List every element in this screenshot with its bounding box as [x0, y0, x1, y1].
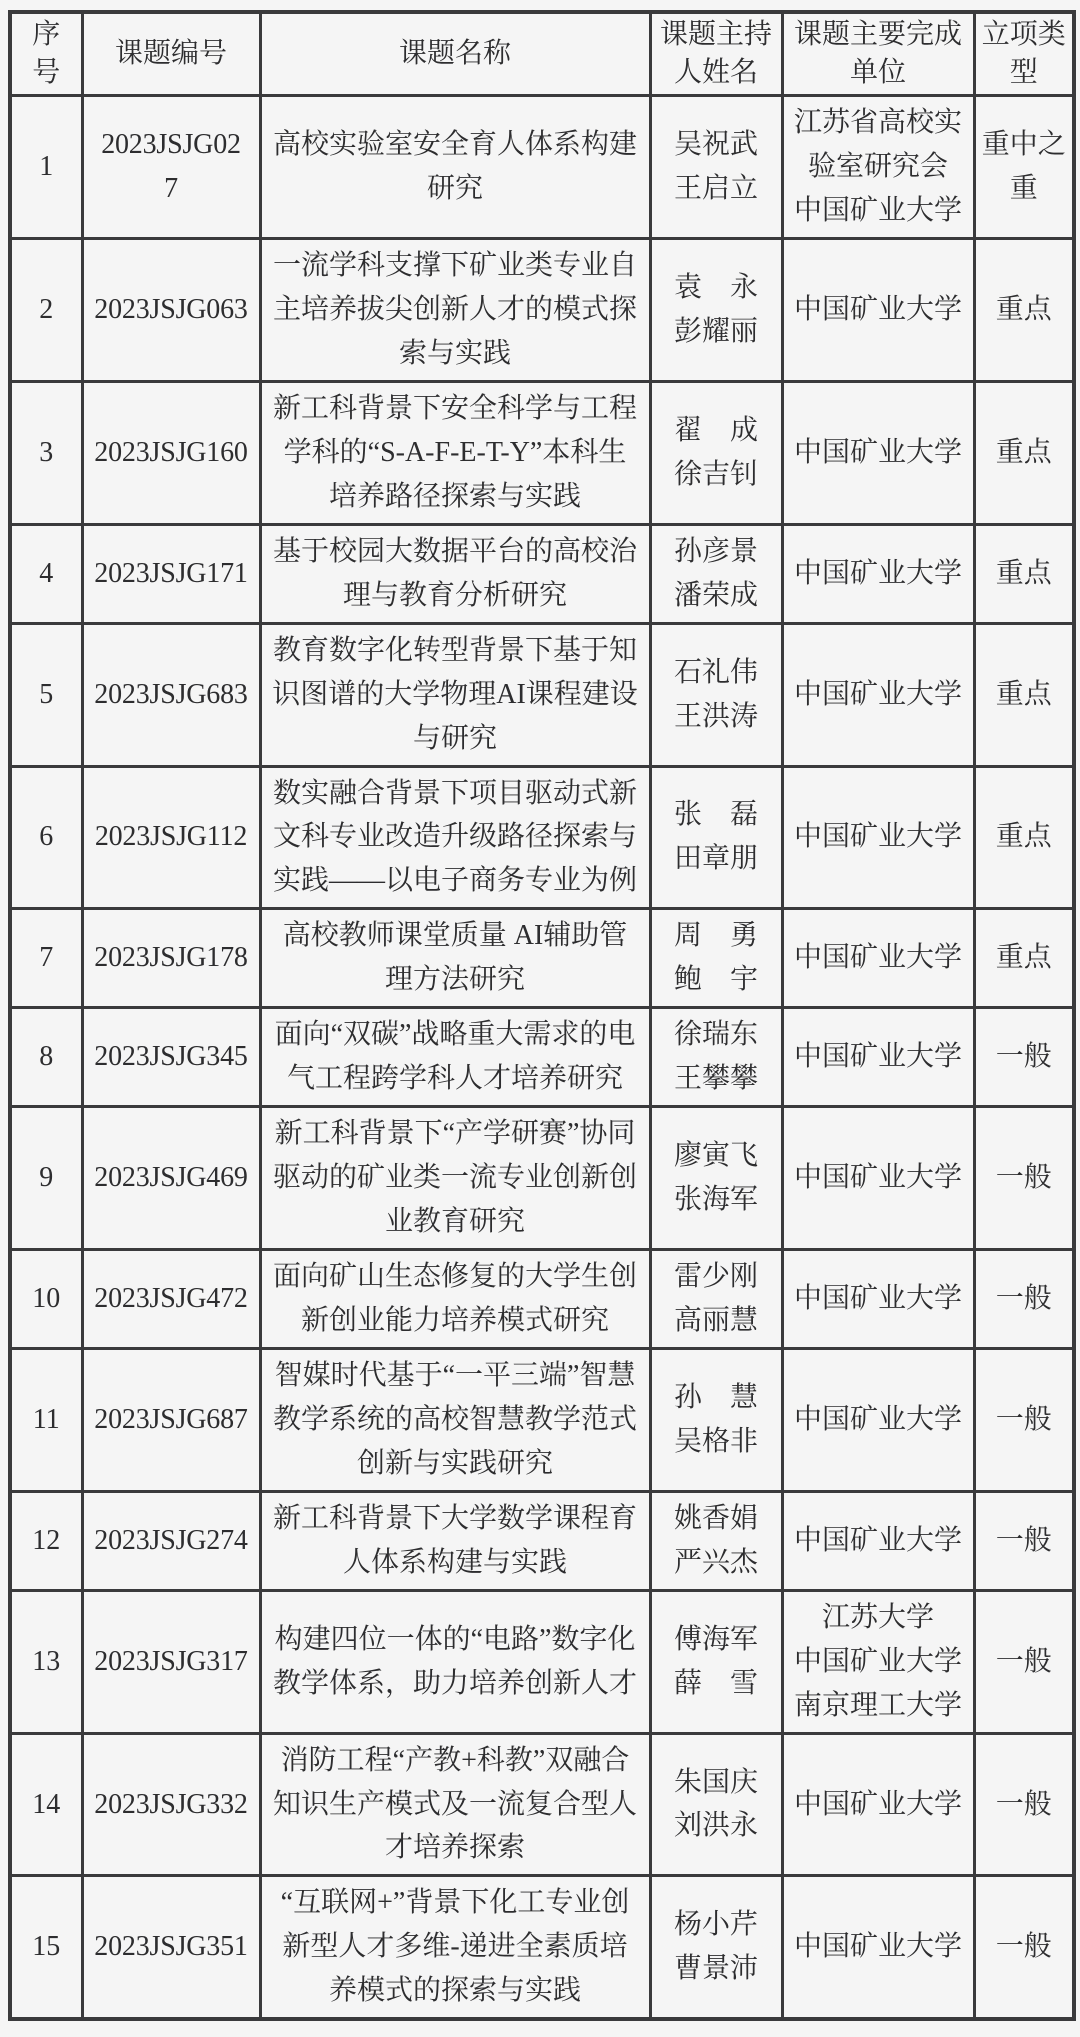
header-index: 序号	[10, 12, 82, 96]
cell-project-code: 2023JSJG345	[82, 1008, 260, 1107]
cell-completing-units	[782, 1107, 974, 1250]
unit-name: 中国矿业大学	[793, 678, 962, 710]
table-row	[10, 1876, 1074, 2019]
leader-name: 廖寅飞	[673, 1140, 758, 1172]
leader-name: 张 磊	[673, 799, 758, 831]
cell-leader-names	[650, 909, 782, 1008]
cell-completing-units	[782, 1733, 974, 1876]
cell-project-title: 高校教师课堂质量 AI辅助管理方法研究	[260, 909, 650, 1008]
leader-name: 严兴杰	[673, 1546, 758, 1578]
cell-project-type: 一般	[974, 1876, 1074, 2019]
cell-index: 7	[10, 909, 82, 1008]
cell-project-code: 2023JSJG687	[82, 1348, 260, 1491]
cell-project-type: 一般	[974, 1348, 1074, 1491]
leader-name: 孙 慧	[673, 1381, 758, 1413]
unit-name: 江苏大学	[821, 1601, 934, 1633]
cell-leader-names	[650, 1008, 782, 1107]
leader-name: 袁 永	[673, 271, 758, 303]
cell-project-code: 2023JSJG317	[82, 1590, 260, 1733]
cell-leader-names	[650, 1348, 782, 1491]
leader-name: 王攀攀	[673, 1063, 758, 1095]
cell-project-type: 重点	[974, 239, 1074, 382]
unit-name: 中国矿业大学	[793, 821, 962, 853]
cell-completing-units	[782, 524, 974, 623]
unit-name: 中国矿业大学	[793, 1162, 962, 1194]
cell-index: 8	[10, 1008, 82, 1107]
unit-name: 江苏省高校实验室研究会	[793, 107, 962, 183]
leader-name: 杨小芹	[673, 1909, 758, 1941]
leader-name: 傅海军	[673, 1623, 758, 1655]
unit-name: 中国矿业大学	[793, 557, 962, 589]
table-row	[10, 1107, 1074, 1250]
cell-project-type: 一般	[974, 1733, 1074, 1876]
leader-name: 姚香娟	[673, 1502, 758, 1534]
cell-index: 11	[10, 1348, 82, 1491]
table-row	[10, 623, 1074, 766]
leader-name: 田章朋	[673, 843, 758, 875]
leader-name: 徐瑞东	[673, 1019, 758, 1051]
cell-leader-names	[650, 381, 782, 524]
cell-leader-names	[650, 524, 782, 623]
leader-name: 潘荣成	[673, 579, 758, 611]
leader-name: 周 勇	[673, 920, 758, 952]
table-row	[10, 381, 1074, 524]
cell-leader-names	[650, 623, 782, 766]
cell-project-title: 新工科背景下大学数学课程育人体系构建与实践	[260, 1491, 650, 1590]
project-table	[8, 10, 1076, 2021]
cell-completing-units	[782, 1348, 974, 1491]
cell-completing-units	[782, 1876, 974, 2019]
table-row	[10, 1348, 1074, 1491]
table-row	[10, 766, 1074, 909]
cell-completing-units	[782, 1250, 974, 1349]
header-project-type: 立项类型	[974, 12, 1074, 96]
unit-name: 中国矿业大学	[793, 942, 962, 974]
cell-completing-units	[782, 96, 974, 239]
header-project-code: 课题编号	[82, 12, 260, 96]
cell-project-code: 2023JSJG683	[82, 623, 260, 766]
cell-project-type: 重中之重	[974, 96, 1074, 239]
leader-name: 徐吉钊	[673, 458, 758, 490]
table-row	[10, 1491, 1074, 1590]
cell-project-code: 2023JSJG274	[82, 1491, 260, 1590]
cell-project-code: 2023JSJG472	[82, 1250, 260, 1349]
cell-project-type: 一般	[974, 1590, 1074, 1733]
cell-completing-units	[782, 1590, 974, 1733]
cell-leader-names	[650, 239, 782, 382]
cell-project-type: 一般	[974, 1008, 1074, 1107]
cell-project-type: 重点	[974, 909, 1074, 1008]
leader-name: 鲍 宇	[673, 964, 758, 996]
unit-name: 中国矿业大学	[793, 1645, 962, 1677]
cell-project-title: 一流学科支撑下矿业类专业自主培养拔尖创新人才的模式探索与实践	[260, 239, 650, 382]
unit-name: 南京理工大学	[793, 1689, 962, 1721]
cell-completing-units	[782, 381, 974, 524]
cell-project-title: 高校实验室安全育人体系构建研究	[260, 96, 650, 239]
unit-name: 中国矿业大学	[793, 436, 962, 468]
leader-name: 曹景沛	[673, 1953, 758, 1985]
cell-leader-names	[650, 1590, 782, 1733]
leader-name: 张海军	[673, 1184, 758, 1216]
leader-name: 翟 成	[673, 414, 758, 446]
cell-index: 12	[10, 1491, 82, 1590]
leader-name: 朱国庆	[673, 1766, 758, 1798]
unit-name: 中国矿业大学	[793, 1931, 962, 1963]
cell-project-type: 一般	[974, 1491, 1074, 1590]
cell-project-code: 2023JSJG469	[82, 1107, 260, 1250]
leader-name: 王洪涛	[673, 700, 758, 732]
table-row	[10, 909, 1074, 1008]
leader-name: 王启立	[673, 173, 758, 205]
cell-index: 14	[10, 1733, 82, 1876]
cell-index: 4	[10, 524, 82, 623]
cell-project-code: 2023JSJG332	[82, 1733, 260, 1876]
cell-project-code: 2023JSJG351	[82, 1876, 260, 2019]
cell-project-title: “互联网+”背景下化工专业创新型人才多维-递进全素质培养模式的探索与实践	[260, 1876, 650, 2019]
cell-completing-units	[782, 1008, 974, 1107]
cell-leader-names	[650, 1733, 782, 1876]
cell-index: 6	[10, 766, 82, 909]
table-row	[10, 1590, 1074, 1733]
cell-index: 10	[10, 1250, 82, 1349]
table-row	[10, 239, 1074, 382]
leader-name: 雷少刚	[673, 1261, 758, 1293]
cell-project-title: 数实融合背景下项目驱动式新文科专业改造升级路径探索与实践——以电子商务专业为例	[260, 766, 650, 909]
table-row	[10, 1008, 1074, 1107]
cell-leader-names	[650, 1876, 782, 2019]
cell-project-title: 消防工程“产教+科教”双融合知识生产模式及一流复合型人才培养探索	[260, 1733, 650, 1876]
cell-project-code: 2023JSJG171	[82, 524, 260, 623]
cell-index: 2	[10, 239, 82, 382]
table-row	[10, 96, 1074, 239]
unit-name: 中国矿业大学	[793, 1788, 962, 1820]
cell-index: 9	[10, 1107, 82, 1250]
cell-project-type: 重点	[974, 524, 1074, 623]
cell-index: 3	[10, 381, 82, 524]
unit-name: 中国矿业大学	[793, 1403, 962, 1435]
leader-name: 石礼伟	[673, 656, 758, 688]
unit-name: 中国矿业大学	[793, 1524, 962, 1556]
leader-name: 吴格非	[673, 1425, 758, 1457]
cell-project-type: 重点	[974, 766, 1074, 909]
leader-name: 刘洪永	[673, 1810, 758, 1842]
cell-completing-units	[782, 909, 974, 1008]
header-leader-name: 课题主持人姓名	[650, 12, 782, 96]
leader-name: 薛 雪	[673, 1667, 758, 1699]
cell-leader-names	[650, 766, 782, 909]
cell-leader-names	[650, 1250, 782, 1349]
unit-name: 中国矿业大学	[793, 1041, 962, 1073]
header-completing-unit: 课题主要完成单位	[782, 12, 974, 96]
leader-name: 彭耀丽	[673, 315, 758, 347]
cell-project-code: 2023JSJG178	[82, 909, 260, 1008]
table-row	[10, 1250, 1074, 1349]
cell-project-title: 面向矿山生态修复的大学生创新创业能力培养模式研究	[260, 1250, 650, 1349]
cell-project-title: 新工科背景下安全科学与工程学科的“S-A-F-E-T-Y”本科生培养路径探索与实践	[260, 381, 650, 524]
cell-project-type: 重点	[974, 623, 1074, 766]
cell-project-code: 2023JSJG027	[82, 96, 260, 239]
unit-name: 中国矿业大学	[793, 195, 962, 227]
cell-project-type: 一般	[974, 1250, 1074, 1349]
cell-project-title: 教育数字化转型背景下基于知识图谱的大学物理AI课程建设与研究	[260, 623, 650, 766]
cell-index: 1	[10, 96, 82, 239]
table-row	[10, 524, 1074, 623]
leader-name: 孙彦景	[673, 535, 758, 567]
cell-project-code: 2023JSJG063	[82, 239, 260, 382]
cell-completing-units	[782, 1491, 974, 1590]
cell-completing-units	[782, 623, 974, 766]
cell-project-code: 2023JSJG112	[82, 766, 260, 909]
table-header	[10, 12, 1074, 96]
cell-project-type: 重点	[974, 381, 1074, 524]
header-row	[10, 12, 1074, 96]
cell-project-code: 2023JSJG160	[82, 381, 260, 524]
leader-name: 吴祝武	[673, 129, 758, 161]
cell-leader-names	[650, 96, 782, 239]
cell-leader-names	[650, 1107, 782, 1250]
cell-project-title: 构建四位一体的“电路”数字化教学体系，助力培养创新人才	[260, 1590, 650, 1733]
cell-index: 15	[10, 1876, 82, 2019]
cell-project-title: 基于校园大数据平台的高校治理与教育分析研究	[260, 524, 650, 623]
cell-project-type: 一般	[974, 1107, 1074, 1250]
cell-project-title: 新工科背景下“产学研赛”协同驱动的矿业类一流专业创新创业教育研究	[260, 1107, 650, 1250]
cell-index: 5	[10, 623, 82, 766]
cell-leader-names	[650, 1491, 782, 1590]
cell-index: 13	[10, 1590, 82, 1733]
cell-project-title: 面向“双碳”战略重大需求的电气工程跨学科人才培养研究	[260, 1008, 650, 1107]
cell-completing-units	[782, 239, 974, 382]
leader-name: 高丽慧	[673, 1304, 758, 1336]
unit-name: 中国矿业大学	[793, 293, 962, 325]
unit-name: 中国矿业大学	[793, 1283, 962, 1314]
header-project-title: 课题名称	[260, 12, 650, 96]
table-row	[10, 1733, 1074, 1876]
table-body	[10, 96, 1074, 2020]
cell-completing-units	[782, 766, 974, 909]
cell-project-title: 智媒时代基于“一平三端”智慧教学系统的高校智慧教学范式创新与实践研究	[260, 1348, 650, 1491]
